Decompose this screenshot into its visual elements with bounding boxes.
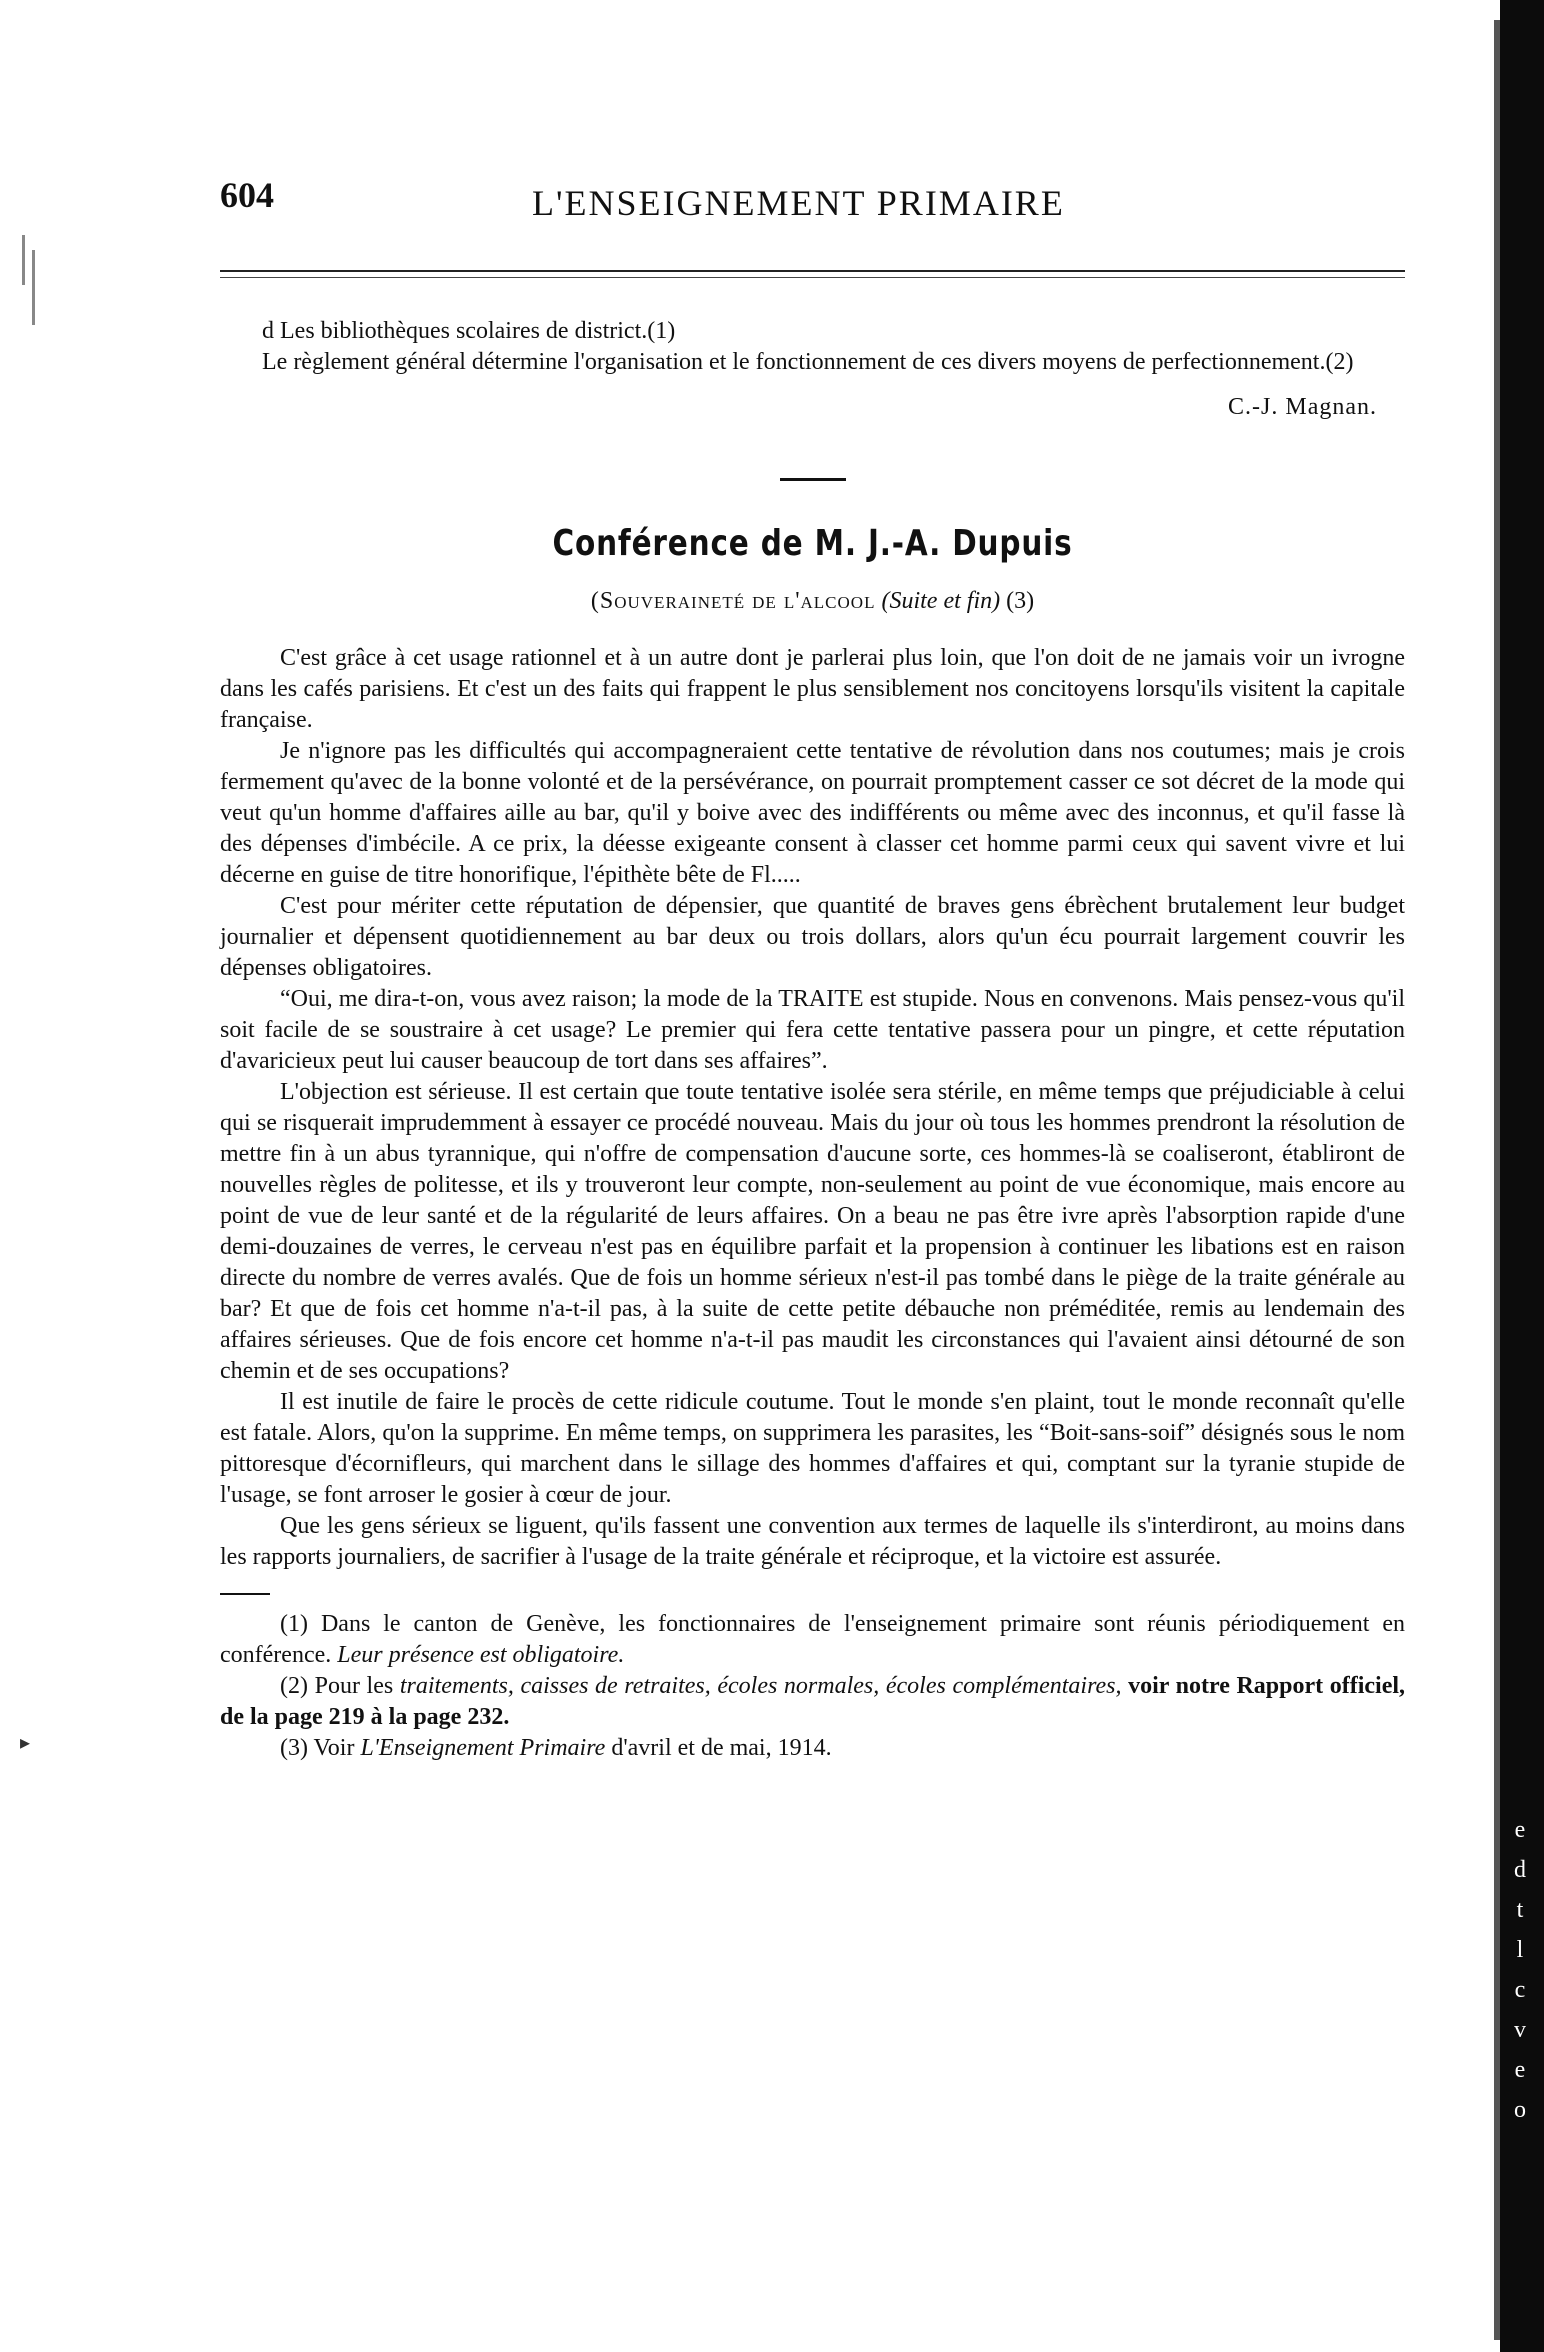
article-body <box>220 643 1405 1573</box>
footnote-1 <box>220 1609 1405 1671</box>
edge-letter: l <box>1516 1937 1524 1963</box>
running-head <box>220 170 1405 230</box>
edge-letter: d <box>1514 1857 1526 1883</box>
footnote-1-text: (1) Dans le canton de Genève, les fonctionnaires de l'enseignement primaire sont réunis périodiquement en conférence. <box>220 1611 1405 1669</box>
header-rule <box>220 270 1405 278</box>
signature: C.-J. Magnan. <box>1228 394 1377 420</box>
section-divider <box>780 478 846 481</box>
footnote-3-italic: L'Enseignement Primaire <box>360 1735 606 1762</box>
article-title: Conférence de M. J.-A. Dupuis <box>552 523 1073 564</box>
footnote-2-tail: voir notre Rapport officiel, de la page 219 à la page 232. <box>220 1673 1406 1731</box>
edge-letter: t <box>1516 1897 1524 1923</box>
scan-margin-mark <box>32 250 35 325</box>
subtitle-note-ref: (3) <box>1006 588 1035 615</box>
edge-letter: e <box>1514 2057 1526 2083</box>
scan-margin-mark <box>22 235 25 285</box>
edge-letter: o <box>1514 2097 1526 2123</box>
footnotes <box>220 1609 1405 1764</box>
footnote-2-italic: traitements, caisses de retraites, écoles normales, écoles complémentaires, <box>399 1673 1122 1700</box>
edge-letter: v <box>1514 2017 1526 2043</box>
footnote-2 <box>220 1671 1405 1733</box>
intro-item-d: d Les bibliothèques scolaires de district.(1) <box>262 318 676 344</box>
article-subtitle <box>220 588 1405 615</box>
footnote-3 <box>220 1733 1405 1764</box>
body-paragraph: “Oui, me dira-t-on, vous avez raison; la mode de la TRAITE est stupide. Nous en convenons. Mais pensez-vous qu'il soit facile de se soustraire à cet usage? Le premier qui fera cette tentative passera pour un pingre, et cette réputation d'avaricieux peut lui causer beaucoup de tort dans ses affaires”. <box>220 986 1405 1075</box>
adjacent-page-letters <box>1510 1810 1530 2130</box>
page-number: 604 <box>220 175 274 215</box>
scan-page-edge <box>1494 20 1500 2340</box>
body-paragraph: L'objection est sérieuse. Il est certain que toute tentative isolée sera stérile, en même temps que préjudiciable à celui qui se risquerait imprudemment à essayer ce procédé nouveau. Mais du jour où tous les hommes prendront la résolution de mettre fin à un abus tyrannique, qui n'offre de compensation d'aucune sorte, ces hommes-là se coaliseront, établiront de nouvelles règles de politesse, et ils y trouveront leur compte, non-seulement au point de vue économique, mais encore au point de vue de leur santé et de la régularité de leurs affaires. On a beau ne pas être ivre après l'absorption rapide d'une demi-douzaines de verres, le cerveau n'est pas en équilibre parfait et la propension à continuer les libations est en raison directe du nombre de verres avalés. Que de fois un homme sérieux n'est-il pas tombé dans le piège de la traite générale au bar? Et que de fois cet homme n'a-t-il pas, à la suite de cette petite débauche non préméditée, remis au lendemain des affaires sérieuses. Que de fois encore cet homme n'a-t-il pas maudit les circonstances qui l'avaient ainsi détourné de son chemin et de ses occupations? <box>220 1079 1405 1385</box>
intro-reglement: Le règlement général détermine l'organisation et le fonctionnement de ces divers moyens de perfectionnement.(2) <box>262 349 1354 375</box>
footnote-2-lead: (2) Pour les <box>280 1673 394 1700</box>
body-paragraph: Je n'ignore pas les difficultés qui accompagneraient cette tentative de révolution dans nos coutumes; mais je crois fermement qu'avec de la bonne volonté et de la persévérance, on pourrait promptement casser ce sot décret de la mode qui veut qu'un homme d'affaires aille au bar, qu'il y boive avec des indifférents ou même avec des inconnus, et qu'il fasse là des dépenses d'imbécile. A ce prix, la déesse exigeante consent à classer cet homme parmi ceux qui savent vivre et lui décerne en guise de titre honorifique, l'épithète bête de Fl..... <box>220 738 1405 889</box>
scan-margin-dot: ▸ <box>20 1732 31 1754</box>
footnote-1-italic: Leur présence est obligatoire. <box>337 1642 625 1669</box>
running-title: L'ENSEIGNEMENT PRIMAIRE <box>532 183 1065 223</box>
subtitle-main: (Souveraineté de l'alcool <box>590 588 876 615</box>
body-paragraph: Il est inutile de faire le procès de cette ridicule coutume. Tout le monde s'en plaint, tout le monde reconnaît qu'elle est fatale. Alors, qu'on la supprime. En même temps, on supprimera les parasites, les “Boit-sans-soif” désignés sous le nom pittoresque d'écornifleurs, qui marchent dans le sillage des hommes d'affaires et qui, comptant sur la tyranie stupide de l'usage, se font arroser le gosier à cœur de jour. <box>220 1389 1405 1509</box>
edge-letter: e <box>1514 1817 1526 1843</box>
page-content <box>220 170 1405 1764</box>
footnote-3-lead: (3) Voir <box>280 1735 355 1762</box>
body-paragraph: C'est grâce à cet usage rationnel et à un autre dont je parlerai plus loin, que l'on doit de ne jamais voir un ivrogne dans les cafés parisiens. Et c'est un des faits qui frappent le plus sensiblement nos concitoyens lorsqu'ils visitent la capitale française. <box>220 645 1405 734</box>
body-paragraph: Que les gens sérieux se liguent, qu'ils fassent une convention aux termes de laquelle ils s'interdiront, au moins dans les rapports journaliers, de sacrifier à l'usage de la traite générale et réciproque, et la victoire est assurée. <box>220 1513 1405 1571</box>
edge-letter: c <box>1514 1977 1526 2003</box>
subtitle-suite: (Suite et fin) <box>881 588 1001 615</box>
footnote-rule <box>220 1593 270 1595</box>
body-paragraph: C'est pour mériter cette réputation de dépensier, que quantité de braves gens ébrèchent brutalement leur budget journalier et dépensent quotidiennement au bar deux ou trois dollars, alors qu'un écu pourrait largement couvrir les dépenses obligatoires. <box>220 893 1405 982</box>
footnote-3-tail: d'avril et de mai, 1914. <box>611 1735 832 1762</box>
intro-section <box>220 316 1405 423</box>
